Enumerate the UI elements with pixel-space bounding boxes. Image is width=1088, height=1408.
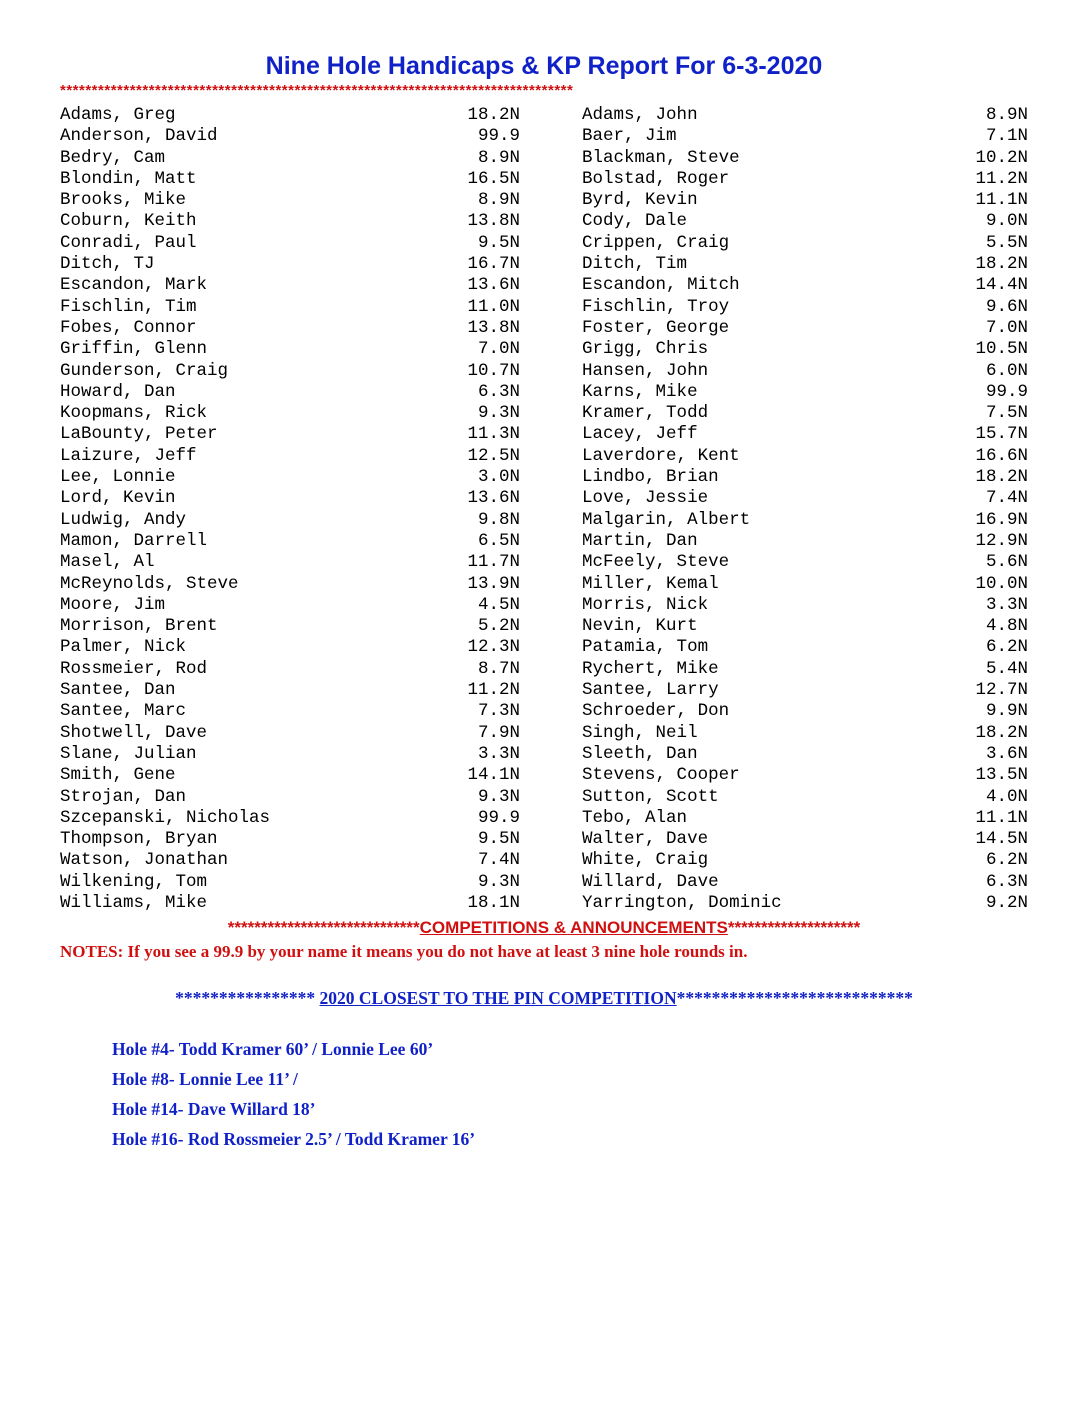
handicap-index-right: 11.2N [975, 168, 1028, 189]
player-name-right: White, Craig [582, 850, 709, 871]
table-row [60, 872, 1028, 893]
handicap-index-left: 18.1N [467, 892, 521, 913]
player-name-left: Koopmans, Rick [60, 403, 208, 424]
player-name-right: Foster, George [582, 317, 730, 338]
handicap-index-left: 11.3N [467, 424, 521, 445]
player-name-right: Rychert, Mike [582, 658, 719, 679]
player-name-left: Conradi, Paul [60, 232, 197, 253]
handicap-index-right: 10.0N [975, 573, 1028, 594]
handicap-index-right: 9.2N [985, 892, 1028, 913]
player-name-right: Laverdore, Kent [582, 445, 740, 466]
handicap-index-left: 3.3N [478, 743, 521, 764]
handicap-index-left: 9.5N [478, 232, 521, 253]
handicap-index-left: 3.0N [478, 467, 521, 488]
player-name-left: Fobes, Connor [60, 317, 197, 338]
ctp-entry-list [60, 1039, 1028, 1150]
player-name-left: Ditch, TJ [60, 254, 155, 275]
handicap-index-left: 13.6N [467, 488, 521, 509]
table-row [60, 787, 1028, 808]
player-name-left: Blondin, Matt [60, 168, 197, 189]
player-name-right: Ditch, Tim [582, 254, 688, 275]
player-name-right: Grigg, Chris [582, 339, 709, 360]
ctp-entry: Hole #8- Lonnie Lee 11’ / [112, 1069, 298, 1090]
table-row [60, 211, 1028, 232]
roster-body [60, 105, 1028, 914]
handicap-index-right: 16.6N [975, 445, 1028, 466]
player-name-right: Escandon, Mitch [582, 275, 740, 296]
handicap-index-left: 5.2N [478, 616, 521, 637]
table-row [60, 574, 1028, 595]
handicap-index-right: 3.6N [985, 743, 1028, 764]
table-row [60, 361, 1028, 382]
player-name-right: Bolstad, Roger [582, 168, 730, 189]
table-row [60, 275, 1028, 296]
handicap-index-right: 4.0N [985, 786, 1028, 807]
player-name-left: Thompson, Bryan [60, 829, 218, 850]
handicap-index-right: 15.7N [975, 424, 1028, 445]
handicap-index-right: 7.4N [985, 488, 1028, 509]
player-name-left: Morrison, Brent [60, 616, 218, 637]
table-row [60, 850, 1028, 871]
ctp-heading [60, 988, 1028, 1009]
player-name-left: Watson, Jonathan [60, 850, 229, 871]
handicap-index-left: 16.5N [467, 168, 521, 189]
player-name-left: Howard, Dan [60, 381, 176, 402]
player-name-left: Anderson, David [60, 126, 218, 147]
table-row [60, 680, 1028, 701]
handicap-index-right: 5.6N [985, 552, 1028, 573]
table-row [60, 488, 1028, 509]
handicap-index-left: 7.4N [478, 850, 521, 871]
player-name-right: Nevin, Kurt [582, 616, 698, 637]
player-name-right: Sutton, Scott [582, 786, 719, 807]
ctp-entry: Hole #16- Rod Rossmeier 2.5’ / Todd Kramer 16’ [112, 1129, 476, 1150]
player-name-left: Griffin, Glenn [60, 339, 208, 360]
competitions-label: COMPETITIONS & ANNOUNCEMENTS [419, 918, 728, 938]
player-name-right: Byrd, Kevin [582, 190, 698, 211]
table-row [60, 105, 1028, 126]
handicap-index-right: 14.4N [975, 275, 1028, 296]
handicap-index-left: 8.9N [478, 147, 521, 168]
competitions-stars-left: ***************************** [227, 918, 420, 938]
handicap-index-left: 18.2N [467, 105, 521, 125]
handicap-index-left: 14.1N [467, 765, 521, 786]
player-name-left: Rossmeier, Rod [60, 658, 208, 679]
player-name-left: Shotwell, Dave [60, 722, 208, 743]
handicap-index-left: 9.5N [478, 829, 521, 850]
player-name-right: Schroeder, Don [582, 701, 730, 722]
handicap-index-left: 4.5N [478, 594, 521, 615]
handicap-index-right: 16.9N [975, 509, 1028, 530]
handicap-index-left: 9.3N [478, 403, 521, 424]
handicap-index-left: 13.6N [467, 275, 521, 296]
handicap-index-right: 4.8N [985, 616, 1028, 637]
player-name-right: Adams, John [582, 105, 698, 125]
ctp-entry: Hole #14- Dave Willard 18’ [112, 1099, 316, 1120]
handicap-index-right: 14.5N [975, 829, 1028, 850]
player-name-left: Wilkening, Tom [60, 871, 208, 892]
handicap-index-left: 13.9N [467, 573, 521, 594]
player-name-right: Baer, Jim [582, 126, 677, 147]
player-name-right: Crippen, Craig [582, 232, 730, 253]
player-name-left: Coburn, Keith [60, 211, 197, 232]
handicap-index-left: 11.2N [467, 680, 521, 701]
handicap-index-right: 10.5N [975, 339, 1028, 360]
player-name-right: Cody, Dale [582, 211, 688, 232]
handicap-index-left: 9.3N [478, 871, 521, 892]
handicap-index-right: 7.1N [985, 126, 1028, 147]
ctp-entry: Hole #4- Todd Kramer 60’ / Lonnie Lee 60’ [112, 1039, 434, 1060]
table-row [60, 403, 1028, 424]
handicap-index-right: 6.0N [985, 360, 1028, 381]
player-name-right: Morris, Nick [582, 594, 709, 615]
handicap-index-left: 10.7N [467, 360, 521, 381]
player-name-right: McFeely, Steve [582, 552, 730, 573]
handicap-index-left: 11.0N [467, 296, 521, 317]
ctp-label: 2020 CLOSEST TO THE PIN COMPETITION [319, 988, 677, 1009]
table-row [60, 616, 1028, 637]
player-name-left: LaBounty, Peter [60, 424, 218, 445]
player-name-left: Adams, Greg [60, 105, 176, 125]
handicap-index-left: 16.7N [467, 254, 521, 275]
player-name-right: Yarrington, Dominic [582, 892, 782, 913]
player-name-left: McReynolds, Steve [60, 573, 239, 594]
competitions-stars-right: ******************** [727, 918, 861, 938]
handicap-index-right: 18.2N [975, 254, 1028, 275]
player-name-left: Ludwig, Andy [60, 509, 187, 530]
divider-stars-top: ********************************************************************************* [60, 85, 574, 99]
handicap-index-left: 6.5N [478, 530, 521, 551]
table-row [60, 467, 1028, 488]
table-row [60, 659, 1028, 680]
table-row [60, 531, 1028, 552]
player-name-right: Lacey, Jeff [582, 424, 698, 445]
handicap-index-right: 5.4N [985, 658, 1028, 679]
table-row [60, 254, 1028, 275]
player-name-right: Santee, Larry [582, 680, 719, 701]
player-name-left: Gunderson, Craig [60, 360, 229, 381]
handicap-index-right: 7.0N [985, 317, 1028, 338]
player-name-right: Hansen, John [582, 360, 709, 381]
player-name-left: Slane, Julian [60, 743, 197, 764]
player-name-left: Santee, Marc [60, 701, 187, 722]
handicap-index-left: 7.3N [478, 701, 521, 722]
table-row [60, 297, 1028, 318]
player-name-right: Love, Jessie [582, 488, 709, 509]
page-title: Nine Hole Handicaps & KP Report For 6-3-2020 [265, 52, 823, 80]
handicap-index-left: 7.0N [478, 339, 521, 360]
player-name-right: Stevens, Cooper [582, 765, 740, 786]
competitions-heading [60, 918, 1028, 938]
table-row [60, 723, 1028, 744]
player-name-left: Strojan, Dan [60, 786, 187, 807]
handicap-index-right: 18.2N [975, 467, 1028, 488]
table-row [60, 595, 1028, 616]
player-name-left: Laizure, Jeff [60, 445, 197, 466]
handicap-index-left: 11.7N [467, 552, 521, 573]
table-row [60, 169, 1028, 190]
player-name-right: Kramer, Todd [582, 403, 709, 424]
handicap-index-left: 6.3N [478, 381, 521, 402]
player-name-left: Smith, Gene [60, 765, 176, 786]
player-name-left: Fischlin, Tim [60, 296, 197, 317]
handicap-index-left: 9.8N [478, 509, 521, 530]
player-name-right: Walter, Dave [582, 829, 709, 850]
player-name-left: Escandon, Mark [60, 275, 208, 296]
table-row [60, 829, 1028, 850]
table-row [60, 808, 1028, 829]
ctp-stars-right: *************************** [676, 988, 913, 1009]
player-name-right: Singh, Neil [582, 722, 698, 743]
player-name-right: Miller, Kemal [582, 573, 719, 594]
table-row [60, 382, 1028, 403]
player-name-left: Lord, Kevin [60, 488, 176, 509]
handicap-index-right: 8.9N [985, 105, 1028, 125]
handicap-index-left: 8.9N [478, 190, 521, 211]
handicap-index-right: 11.1N [975, 190, 1028, 211]
player-name-right: Malgarin, Albert [582, 509, 751, 530]
handicap-index-left: 12.5N [467, 445, 521, 466]
notes-text: NOTES: If you see a 99.9 by your name it means you do not have at least 3 nine hole rounds in. [60, 942, 748, 962]
player-name-right: Willard, Dave [582, 871, 719, 892]
handicap-index-right: 3.3N [985, 594, 1028, 615]
handicap-index-right: 10.2N [975, 147, 1028, 168]
table-row [60, 318, 1028, 339]
handicap-roster-table [60, 105, 1028, 914]
handicap-index-right: 11.1N [975, 807, 1028, 828]
table-row [60, 339, 1028, 360]
player-name-left: Brooks, Mike [60, 190, 187, 211]
table-row [60, 744, 1028, 765]
table-row [60, 446, 1028, 467]
handicap-index-right: 6.2N [985, 637, 1028, 658]
player-name-right: Karns, Mike [582, 381, 698, 402]
player-name-right: Blackman, Steve [582, 147, 740, 168]
player-name-right: Tebo, Alan [582, 807, 688, 828]
table-row [60, 126, 1028, 147]
player-name-right: Fischlin, Troy [582, 296, 730, 317]
player-name-left: Mamon, Darrell [60, 530, 208, 551]
player-name-left: Szcepanski, Nicholas [60, 807, 271, 828]
handicap-index-right: 6.2N [985, 850, 1028, 871]
handicap-index-right: 9.9N [985, 701, 1028, 722]
handicap-index-right: 13.5N [975, 765, 1028, 786]
player-name-right: Patamia, Tom [582, 637, 709, 658]
table-row [60, 637, 1028, 658]
table-row [60, 424, 1028, 445]
handicap-index-right: 99.9 [985, 381, 1028, 402]
player-name-left: Williams, Mike [60, 892, 208, 913]
table-row [60, 765, 1028, 786]
player-name-left: Masel, Al [60, 552, 155, 573]
table-row [60, 233, 1028, 254]
handicap-index-left: 13.8N [467, 317, 521, 338]
player-name-left: Santee, Dan [60, 680, 176, 701]
player-name-right: Lindbo, Brian [582, 467, 719, 488]
player-name-right: Martin, Dan [582, 530, 698, 551]
handicap-index-left: 8.7N [478, 658, 521, 679]
table-row [60, 190, 1028, 211]
handicap-index-left: 9.3N [478, 786, 521, 807]
table-row [60, 701, 1028, 722]
player-name-left: Lee, Lonnie [60, 467, 176, 488]
player-name-left: Moore, Jim [60, 594, 166, 615]
handicap-index-right: 5.5N [985, 232, 1028, 253]
handicap-index-left: 99.9 [478, 807, 521, 828]
handicap-index-left: 12.3N [467, 637, 521, 658]
handicap-index-left: 7.9N [478, 722, 521, 743]
handicap-index-left: 99.9 [478, 126, 521, 147]
handicap-index-right: 9.0N [985, 211, 1028, 232]
handicap-index-right: 12.9N [975, 530, 1028, 551]
table-row [60, 148, 1028, 169]
handicap-index-right: 12.7N [975, 680, 1028, 701]
ctp-stars-left: **************** [175, 988, 316, 1009]
player-name-left: Bedry, Cam [60, 147, 166, 168]
handicap-index-right: 6.3N [985, 871, 1028, 892]
handicap-index-right: 18.2N [975, 722, 1028, 743]
table-row [60, 893, 1028, 914]
player-name-left: Palmer, Nick [60, 637, 187, 658]
table-row [60, 510, 1028, 531]
handicap-index-right: 7.5N [985, 403, 1028, 424]
handicap-index-right: 9.6N [985, 296, 1028, 317]
player-name-right: Sleeth, Dan [582, 743, 698, 764]
table-row [60, 552, 1028, 573]
handicap-index-left: 13.8N [467, 211, 521, 232]
